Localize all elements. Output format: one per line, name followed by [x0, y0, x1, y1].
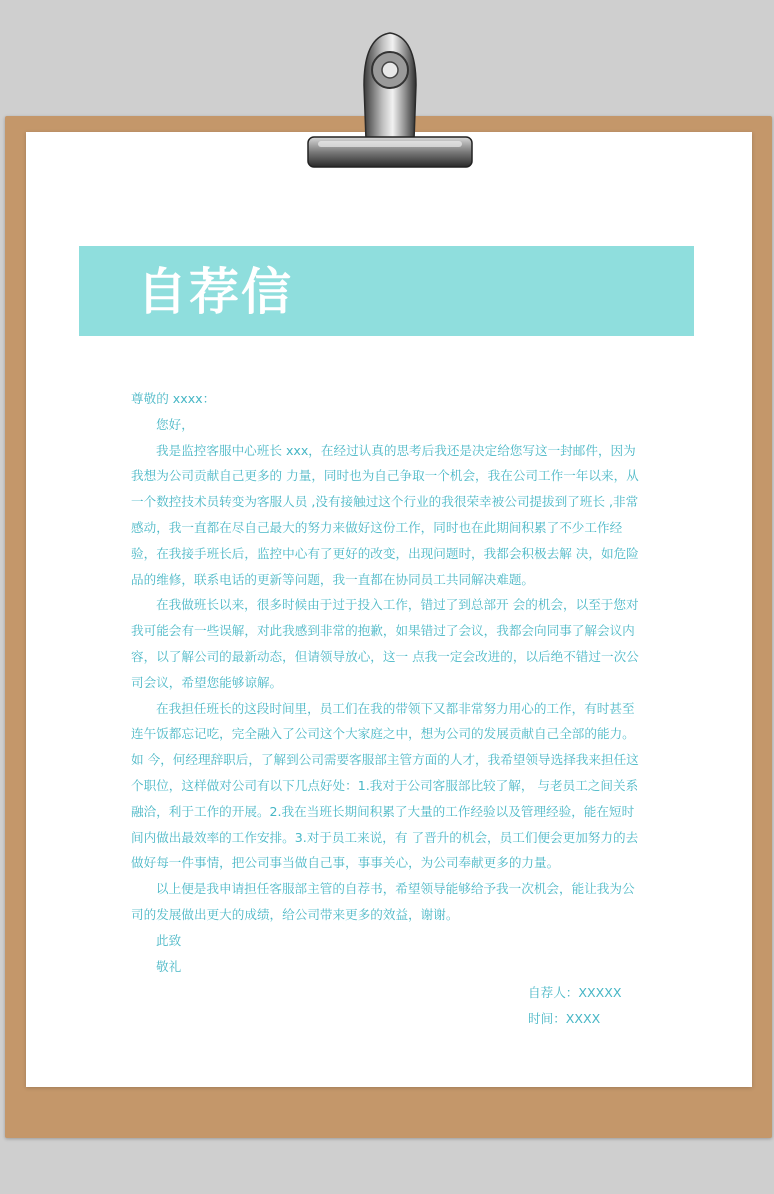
- paragraph-4: 如 今，何经理辞职后，了解到公司需要客服部主管方面的人才，我希望领导选择我来担任这个职位，这样做对公司有以下几点好处：1.我对于公司客服部比较了解， 与老员工之间关系融洽，利于工作的开展。2.我在当班长期间积累了大量的工作经验以及管理经验，能在短时间内做出最效率的工作安排。3.对于员工来说，有 了晋升的机会，员工们便会更加努力的去做好每一件事情，把公司事当做自己事，事事关心，为公司奉献更多的力量。: [131, 752, 639, 871]
- paragraph-1: 我是监控客服中心班长 xxx，在经过认真的思考后我还是决定给您写这一封邮件，因为我想为公司贡献自己更多的 力量，同时也为自己争取一个机会，我在公司工作一年以来，从一个数控技术员转变为客服人员 ,没有接触过这个行业的我很荣幸被公司提拔到了班长 ,非常感动，我一直都在尽自己最大的努力来做好这份工作，同时也在此期间积累了不少工作经验，在我接手班长后，监控中心有了更好的改变，出现问题时，我都会积极去解 决，如危险品的维修，联系电话的更新等问题，我一直都在协同员工共同解决难题。: [131, 442, 639, 587]
- signer-line: 自荐人：XXXXX: [528, 985, 622, 1000]
- letter-title: 自荐信: [137, 263, 293, 321]
- greeting: 您好，: [156, 416, 194, 432]
- binder-clip-icon: [304, 25, 476, 175]
- closing-line-1: 此致: [156, 932, 182, 948]
- paragraph-5: 以上便是我申请担任客服部主管的自荐书，希望领导能够给予我一次机会，能让我为公司的发展做出更大的成绩，给公司带来更多的效益，谢谢。: [131, 881, 635, 922]
- date-line: 时间：XXXX: [528, 1011, 601, 1026]
- salutation: 尊敬的 xxxx：: [131, 391, 216, 406]
- paragraph-2: 在我做班长以来，很多时候由于过于投入工作，错过了到总部开 会的机会，以至于您对我可能会有一些误解，对此我感到非常的抱歉，如果错过了会议，我都会向同事了解会议内容，以了解公司的最新动态，但请领导放心，这一 点我一定会改进的，以后绝不错过一次公司会议，希望您能够谅解。: [131, 597, 639, 690]
- closing-line-2: 敬礼: [156, 958, 182, 974]
- letter-body: [131, 386, 646, 979]
- paragraph-3: 在我担任班长的这段时间里，员工们在我的带领下又都非常努力用心的工作，有时甚至连午饭都忘记吃，完全融入了公司这个大家庭之中，想为公司的发展贡献自己全部的能力。: [131, 700, 635, 742]
